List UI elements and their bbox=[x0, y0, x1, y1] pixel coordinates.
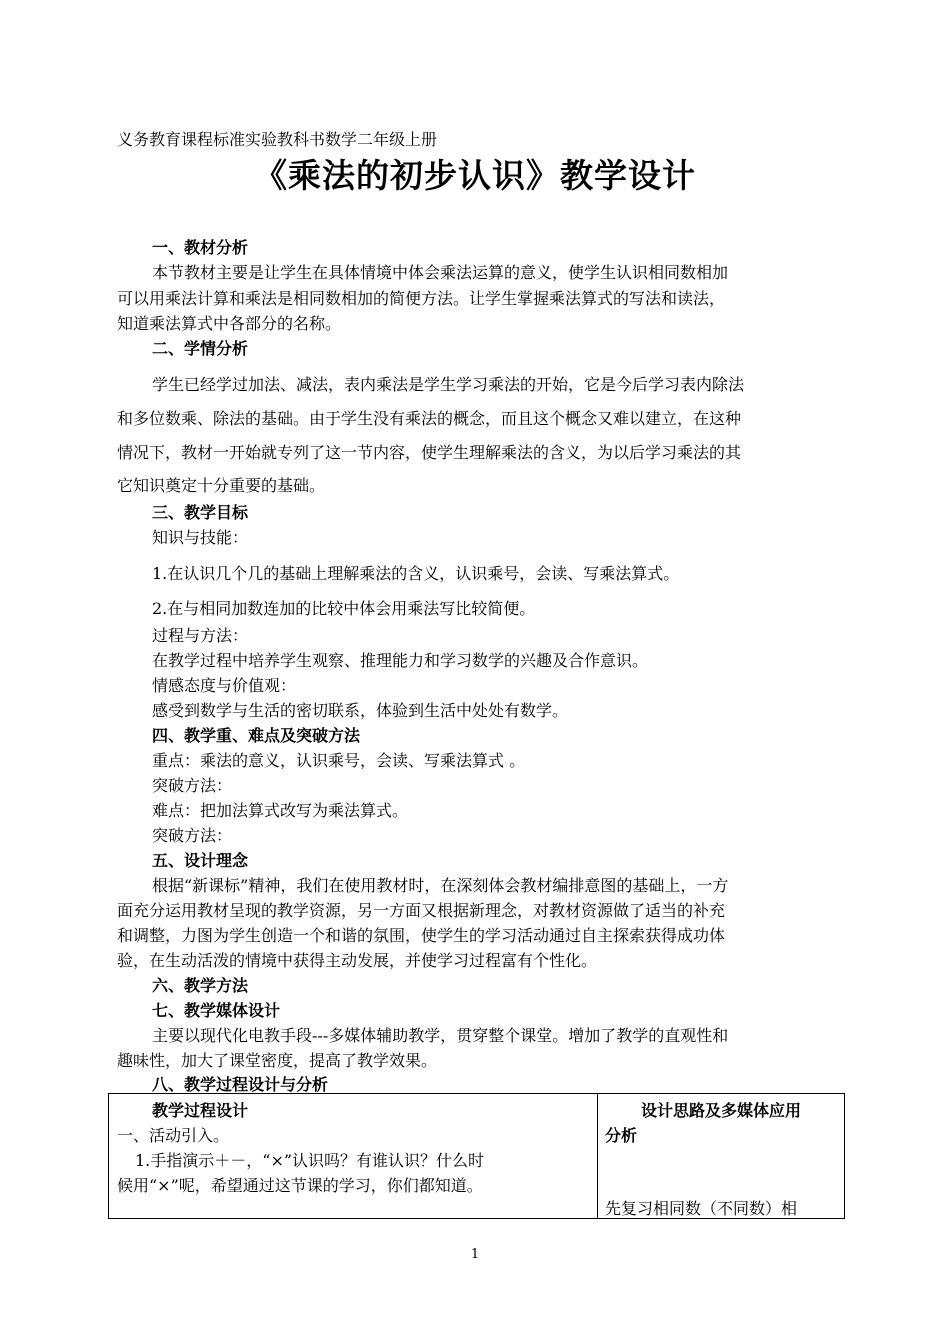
section-heading-6: 六、教学方法 bbox=[152, 976, 249, 995]
paragraph-line: 在教学过程中培养学生观察、推理能力和学习数学的兴趣及合作意识。 bbox=[152, 651, 649, 670]
table-cell-process bbox=[109, 1094, 598, 1219]
paragraph-line: 突破方法： bbox=[152, 776, 233, 795]
series-label: 义务教育课程标准实验教科书数学二年级上册 bbox=[117, 130, 438, 149]
section-heading-7: 七、教学媒体设计 bbox=[152, 1001, 281, 1020]
section-heading-2: 二、学情分析 bbox=[152, 339, 249, 358]
paragraph-line: 知识与技能： bbox=[152, 528, 249, 547]
table-line: 候用“×”呢，希望通过这节课的学习，你们都知道。 bbox=[117, 1176, 483, 1195]
page-title: 《乘法的初步认识》教学设计 bbox=[254, 156, 696, 195]
paragraph-line: 情感态度与价值观： bbox=[152, 676, 297, 695]
paragraph-line: 它知识奠定十分重要的基础。 bbox=[117, 476, 326, 495]
section-heading-4: 四、教学重、难点及突破方法 bbox=[152, 726, 361, 745]
page-number: 1 bbox=[470, 1247, 480, 1262]
paragraph-line: 和多位数乘、除法的基础。由于学生没有乘法的概念，而且这个概念又难以建立，在这种 bbox=[117, 409, 742, 428]
paragraph-line: 知道乘法算式中各部分的名称。 bbox=[117, 314, 342, 333]
paragraph-line: 可以用乘法计算和乘法是相同数相加的简便方法。让学生掌握乘法算式的写法和读法， bbox=[117, 289, 726, 308]
paragraph-line: 感受到数学与生活的密切联系，体验到生活中处处有数学。 bbox=[152, 701, 569, 720]
paragraph-line: 过程与方法： bbox=[152, 626, 249, 645]
process-table bbox=[108, 1093, 845, 1219]
section-heading-8: 八、教学过程设计与分析 bbox=[152, 1075, 329, 1094]
paragraph-line: 2.在与相同加数连加的比较中体会用乘法写比较简便。 bbox=[152, 599, 536, 618]
paragraph-line: 难点：把加法算式改写为乘法算式。 bbox=[152, 801, 409, 820]
table-header-design-line2: 分析 bbox=[605, 1126, 638, 1145]
table-line: 先复习相同数（不同数）相 bbox=[605, 1199, 798, 1218]
paragraph-line: 验，在生动活泼的情境中获得主动发展，并使学习过程富有个性化。 bbox=[117, 951, 598, 970]
paragraph-line: 学生已经学过加法、减法，表内乘法是学生学习乘法的开始，它是今后学习表内除法 bbox=[152, 375, 745, 394]
paragraph-line: 面充分运用教材呈现的教学资源，另一方面又根据新理念，对教材资源做了适当的补充 bbox=[117, 901, 726, 920]
paragraph-line: 重点：乘法的意义，认识乘号，会读、写乘法算式 。 bbox=[152, 751, 526, 770]
table-line: 1.手指演示＋－，“×”认识吗？有谁认识？什么时 bbox=[135, 1151, 485, 1170]
paragraph-line: 趣味性，加大了课堂密度，提高了教学效果。 bbox=[117, 1051, 438, 1070]
paragraph-line: 情况下，教材一开始就专列了这一节内容，使学生理解乘法的含义，为以后学习乘法的其 bbox=[117, 443, 742, 462]
paragraph-line: 突破方法： bbox=[152, 826, 233, 845]
section-heading-5: 五、设计理念 bbox=[152, 851, 249, 870]
section-heading-3: 三、教学目标 bbox=[152, 503, 249, 522]
paragraph-line: 主要以现代化电教手段---多媒体辅助教学，贯穿整个课堂。增加了教学的直观性和 bbox=[152, 1026, 729, 1045]
paragraph-line: 根据“新课标”精神，我们在使用教材时，在深刻体会教材编排意图的基础上，一方 bbox=[152, 876, 729, 895]
paragraph-line: 1.在认识几个几的基础上理解乘法的含义，认识乘号，会读、写乘法算式。 bbox=[152, 564, 680, 583]
paragraph-line: 本节教材主要是让学生在具体情境中体会乘法运算的意义，使学生认识相同数相加 bbox=[152, 263, 729, 282]
table-header-design-line1: 设计思路及多媒体应用 bbox=[641, 1101, 802, 1120]
table-cell-design-notes bbox=[598, 1094, 845, 1219]
table-header-process: 教学过程设计 bbox=[152, 1101, 249, 1120]
section-heading-1: 一、教材分析 bbox=[152, 238, 249, 257]
paragraph-line: 和调整，力图为学生创造一个和谐的氛围，使学生的学习活动通过自主探索获得成功体 bbox=[117, 926, 726, 945]
table-line: 一、活动引入。 bbox=[117, 1126, 230, 1145]
